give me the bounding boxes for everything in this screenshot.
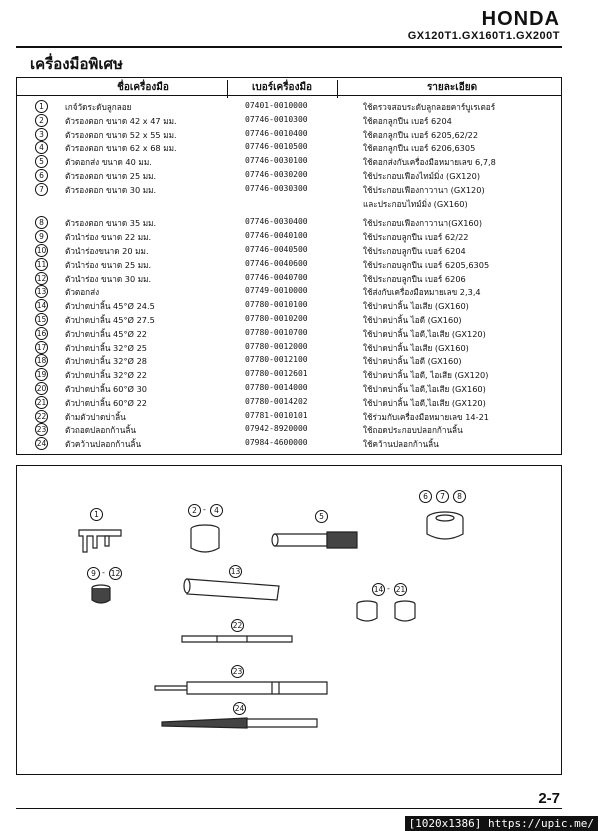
row-number: 24 bbox=[36, 439, 47, 449]
label-22: 22 bbox=[232, 621, 243, 630]
tool-detail: ใช้ปาดบ่าลิ้น ไอดี,ไอเสีย (GX120) bbox=[363, 328, 486, 339]
tool-name: ตัวปาดบ่าลิ้น 60°Ø 30 bbox=[65, 383, 148, 394]
footer-rule bbox=[16, 808, 562, 809]
tool-detail: ใช้ตอกลูกปืน เบอร์ 6205,62/22 bbox=[363, 129, 479, 140]
tool-part-number: 07780-0014000 bbox=[245, 382, 308, 392]
tool-name: ตัวปาดบ่าลิ้น 32°Ø 28 bbox=[65, 356, 148, 367]
page-number: 2-7 bbox=[538, 790, 560, 807]
tool-detail: ใช้ปาดบ่าลิ้น ไอดี,ไอเสีย (GX160) bbox=[363, 383, 486, 394]
label-dash-9-12: - bbox=[102, 568, 105, 577]
brand-logo: HONDA bbox=[481, 8, 560, 30]
tool-name: ตัวปาดบ่าลิ้น 32°Ø 25 bbox=[65, 342, 148, 353]
table-row bbox=[17, 327, 561, 341]
section-title: เครื่องมือพิเศษ bbox=[30, 55, 123, 73]
tool-name: ตัวรองตอก ขนาด 25 มม. bbox=[65, 170, 157, 181]
row-number: 6 bbox=[35, 169, 48, 182]
special-tools-table bbox=[16, 77, 562, 455]
table-row bbox=[17, 313, 561, 327]
table-row bbox=[17, 437, 561, 451]
tool-part-number: 07401-0010000 bbox=[245, 101, 308, 110]
label-23: 23 bbox=[232, 667, 243, 676]
tool-detail: ใช้ประกอบลูกปืน เบอร์ 6204 bbox=[363, 245, 466, 256]
table-row bbox=[17, 368, 561, 382]
row-number: 11 bbox=[36, 259, 47, 269]
driver-attachment-drawing bbox=[191, 525, 219, 552]
tool-name: ตัวนำร่อง ขนาด 30 มม. bbox=[65, 273, 152, 284]
row-number: 4 bbox=[35, 141, 48, 154]
tool-part-number: 07780-0012601 bbox=[245, 369, 308, 379]
tool-part-number: 07780-0010700 bbox=[245, 327, 308, 337]
float-gauge-drawing bbox=[79, 530, 121, 552]
label-13: 13 bbox=[230, 567, 241, 576]
column-header-detail: รายละเอียด bbox=[426, 82, 478, 93]
row-number: 12 bbox=[36, 273, 47, 283]
row-number: 19 bbox=[36, 370, 47, 380]
tool-name: ตัวปาดบ่าลิ้น 45°Ø 27.5 bbox=[65, 314, 155, 325]
cutter-holder-drawing bbox=[182, 636, 292, 642]
tool-name: ตัวนำร่อง ขนาด 22 มม. bbox=[65, 232, 152, 243]
row-number: 20 bbox=[36, 383, 47, 393]
tool-name: ตัวปาดบ่าลิ้น 45°Ø 24.5 bbox=[65, 301, 155, 312]
row-number: 7 bbox=[35, 183, 48, 196]
tool-part-number: 07746-0040600 bbox=[245, 258, 308, 268]
table-row-continuation bbox=[17, 197, 561, 211]
tool-detail: ใช้ประกอบเฟืองกาวานา (GX120) bbox=[363, 184, 485, 195]
tools-illustration bbox=[16, 465, 562, 775]
table-row bbox=[17, 244, 561, 258]
row-number: 9 bbox=[35, 230, 48, 243]
label-2: 2 bbox=[188, 504, 201, 517]
table-row bbox=[17, 216, 561, 230]
pilot-drawing bbox=[92, 585, 110, 603]
tool-part-number: 07780-0012100 bbox=[245, 355, 308, 365]
column-header-part: เบอร์เครื่องมือ bbox=[251, 82, 313, 93]
label-dash-2-4: - bbox=[203, 505, 206, 514]
tool-detail: ใช้คว้านปลอกก้านลิ้น bbox=[363, 439, 439, 450]
table-row bbox=[17, 410, 561, 424]
label-5: 5 bbox=[315, 510, 328, 523]
label-12: 12 bbox=[110, 569, 121, 578]
driver-handle-drawing bbox=[184, 579, 279, 600]
tool-name: ตัวปาดบ่าลิ้น 32°Ø 22 bbox=[65, 370, 148, 381]
tool-part-number: 07746-0010500 bbox=[245, 142, 308, 152]
tool-detail: ใช้ตอกลูกปืน เบอร์ 6206,6305 bbox=[363, 143, 476, 154]
tool-part-number: 07781-0010101 bbox=[245, 410, 308, 420]
tool-name: ตัวปาดบ่าลิ้น 45°Ø 22 bbox=[65, 328, 148, 339]
tool-detail: ใช้ปาดบ่าลิ้น ไอดี, ไอเสีย (GX120) bbox=[363, 370, 489, 381]
label-24: 24 bbox=[234, 704, 245, 713]
tool-name: ตัวปาดบ่าลิ้น 60°Ø 22 bbox=[65, 397, 148, 408]
row-number: 22 bbox=[36, 411, 47, 421]
valve-seat-cutter-drawing bbox=[357, 601, 415, 621]
tool-part-number: 07780-0010200 bbox=[245, 313, 308, 323]
tool-part-number: 07746-0030300 bbox=[245, 183, 308, 193]
label-4: 4 bbox=[210, 504, 223, 517]
tool-part-number: 07746-0010400 bbox=[245, 128, 308, 138]
tool-part-number: 07746-0010300 bbox=[245, 114, 308, 124]
row-number: 8 bbox=[35, 216, 48, 229]
tool-detail: ใช้ถอดประกอบปลอกก้านลิ้น bbox=[363, 425, 463, 436]
tool-part-number: 07780-0012000 bbox=[245, 341, 308, 351]
label-1: 1 bbox=[90, 508, 103, 521]
tool-part-number: 07746-0030100 bbox=[245, 156, 308, 166]
tool-detail: ใช้ประกอบลูกปืน เบอร์ 62/22 bbox=[363, 232, 469, 243]
row-number: 23 bbox=[36, 425, 47, 435]
tool-detail: ใช้ประกอบลูกปืน เบอร์ 6205,6305 bbox=[363, 259, 490, 270]
table-row bbox=[17, 155, 561, 169]
tool-detail: ใช้ร่วมกับเครื่องมือหมายเลข 14-21 bbox=[363, 411, 489, 422]
row-number: 3 bbox=[35, 128, 48, 141]
row-number: 15 bbox=[36, 314, 47, 324]
row-number: 10 bbox=[36, 245, 47, 255]
tool-part-number: 07780-0014202 bbox=[245, 396, 308, 406]
tool-detail: ใช้ปาดบ่าลิ้น ไอเสีย (GX160) bbox=[363, 301, 469, 312]
tool-name: ด้ามตัวปาดบ่าลิ้น bbox=[65, 411, 126, 422]
table-row bbox=[17, 169, 561, 183]
tool-detail: ใช้ส่งกับเครื่องมือหมายเลข 2,3,4 bbox=[363, 287, 481, 298]
label-9: 9 bbox=[87, 567, 100, 580]
table-row bbox=[17, 272, 561, 286]
tool-detail: ใช้ตรวจสอบระดับลูกลอยคาร์บูเรเตอร์ bbox=[363, 102, 496, 112]
tool-detail: ใช้ประกอบเฟืองไทม์มิ่ง (GX120) bbox=[363, 170, 481, 181]
tool-name: ตัวตอกส่ง bbox=[65, 287, 100, 298]
table-row bbox=[17, 183, 561, 197]
row-number: 17 bbox=[36, 342, 47, 352]
tool-part-number: 07746-0040700 bbox=[245, 272, 308, 282]
table-row bbox=[17, 396, 561, 410]
tool-part-number: 07780-0010100 bbox=[245, 300, 308, 310]
table-row bbox=[17, 100, 561, 114]
tool-detail: ใช้ประกอบลูกปืน เบอร์ 6206 bbox=[363, 273, 466, 284]
tool-part-number: 07984-4600000 bbox=[245, 438, 308, 448]
tool-part-number: 07746-0030400 bbox=[245, 217, 308, 227]
tool-name: ตัวนำร่องขนาด 20 มม. bbox=[65, 245, 149, 256]
valve-guide-driver-drawing bbox=[155, 682, 327, 694]
table-header bbox=[17, 78, 561, 96]
row-number: 1 bbox=[35, 100, 48, 113]
tool-part-number: 07746-0040100 bbox=[245, 231, 308, 241]
table-row bbox=[17, 141, 561, 155]
tool-name: ตัวตอกส่ง ขนาด 40 มม. bbox=[65, 157, 152, 168]
tool-name: เกจ์วัดระดับลูกลอย bbox=[65, 102, 132, 112]
table-row bbox=[17, 341, 561, 355]
tool-name: ตัวรองตอก ขนาด 62 x 68 มม. bbox=[65, 143, 177, 154]
row-number: 5 bbox=[35, 155, 48, 168]
table-row bbox=[17, 354, 561, 368]
table-row bbox=[17, 423, 561, 437]
row-number: 14 bbox=[36, 301, 47, 311]
tool-detail-continued: และประกอบไทม์มิ่ง (GX160) bbox=[363, 198, 468, 209]
label-dash-14-21: - bbox=[387, 584, 390, 593]
model-list: GX120T1.GX160T1.GX200T bbox=[407, 30, 560, 42]
row-number: 21 bbox=[36, 397, 47, 407]
tool-name: ตัวรองตอก ขนาด 35 มม. bbox=[65, 218, 157, 229]
tool-name: ตัวรองตอก ขนาด 30 มม. bbox=[65, 184, 157, 195]
tool-detail: ใช้ตอกส่งกับเครื่องมือหมายเลข 6,7,8 bbox=[363, 157, 496, 168]
tool-part-number: 07746-0030200 bbox=[245, 169, 308, 179]
tool-part-number: 07942-8920000 bbox=[245, 424, 308, 434]
label-6: 6 bbox=[419, 490, 432, 503]
attachment-cup-drawing bbox=[427, 512, 463, 539]
tool-part-number: 07749-0010000 bbox=[245, 286, 308, 296]
row-number: 16 bbox=[36, 328, 47, 338]
tool-detail: ใช้ปาดบ่าลิ้น ไอดี (GX160) bbox=[363, 314, 462, 325]
label-14: 14 bbox=[373, 585, 384, 594]
tool-detail: ใช้ประกอบเฟืองกาวานา(GX160) bbox=[363, 218, 483, 229]
label-7: 7 bbox=[436, 490, 449, 503]
tool-name: ตัวรองตอก ขนาด 52 x 55 มม. bbox=[65, 129, 177, 140]
row-number: 18 bbox=[36, 356, 47, 366]
table-row bbox=[17, 382, 561, 396]
table-row bbox=[17, 258, 561, 272]
tool-name: ตัวรองตอก ขนาด 42 x 47 มม. bbox=[65, 115, 177, 126]
tool-detail: ใช้ปาดบ่าลิ้น ไอเสีย (GX160) bbox=[363, 342, 469, 353]
table-row bbox=[17, 114, 561, 128]
tool-detail: ใช้ปาดบ่าลิ้น ไอดี,ไอเสีย (GX120) bbox=[363, 397, 486, 408]
tool-name: ตัวนำร่อง ขนาด 25 มม. bbox=[65, 259, 152, 270]
image-watermark: [1020x1386] https://upic.me/ bbox=[405, 816, 598, 831]
table-row bbox=[17, 285, 561, 299]
row-number: 2 bbox=[35, 114, 48, 127]
header-rule bbox=[16, 46, 562, 48]
table-row bbox=[17, 128, 561, 142]
tool-detail: ใช้ตอกลูกปืน เบอร์ 6204 bbox=[363, 115, 452, 126]
tool-name: ตัวถอดปลอกก้านลิ้น bbox=[65, 425, 136, 436]
label-21: 21 bbox=[395, 585, 406, 594]
row-number: 13 bbox=[36, 287, 47, 297]
column-header-name: ชื่อเครื่องมือ bbox=[117, 82, 169, 93]
label-8: 8 bbox=[453, 490, 466, 503]
tool-detail: ใช้ปาดบ่าลิ้น ไอดี (GX160) bbox=[363, 356, 462, 367]
tool-name: ตัวคว้านปลอกก้านลิ้น bbox=[65, 439, 142, 450]
table-body bbox=[17, 100, 561, 451]
tool-part-number: 07746-0040500 bbox=[245, 244, 308, 254]
valve-guide-reamer-drawing bbox=[162, 718, 317, 728]
table-row bbox=[17, 299, 561, 313]
driver-drawing bbox=[272, 532, 357, 548]
table-row bbox=[17, 230, 561, 244]
